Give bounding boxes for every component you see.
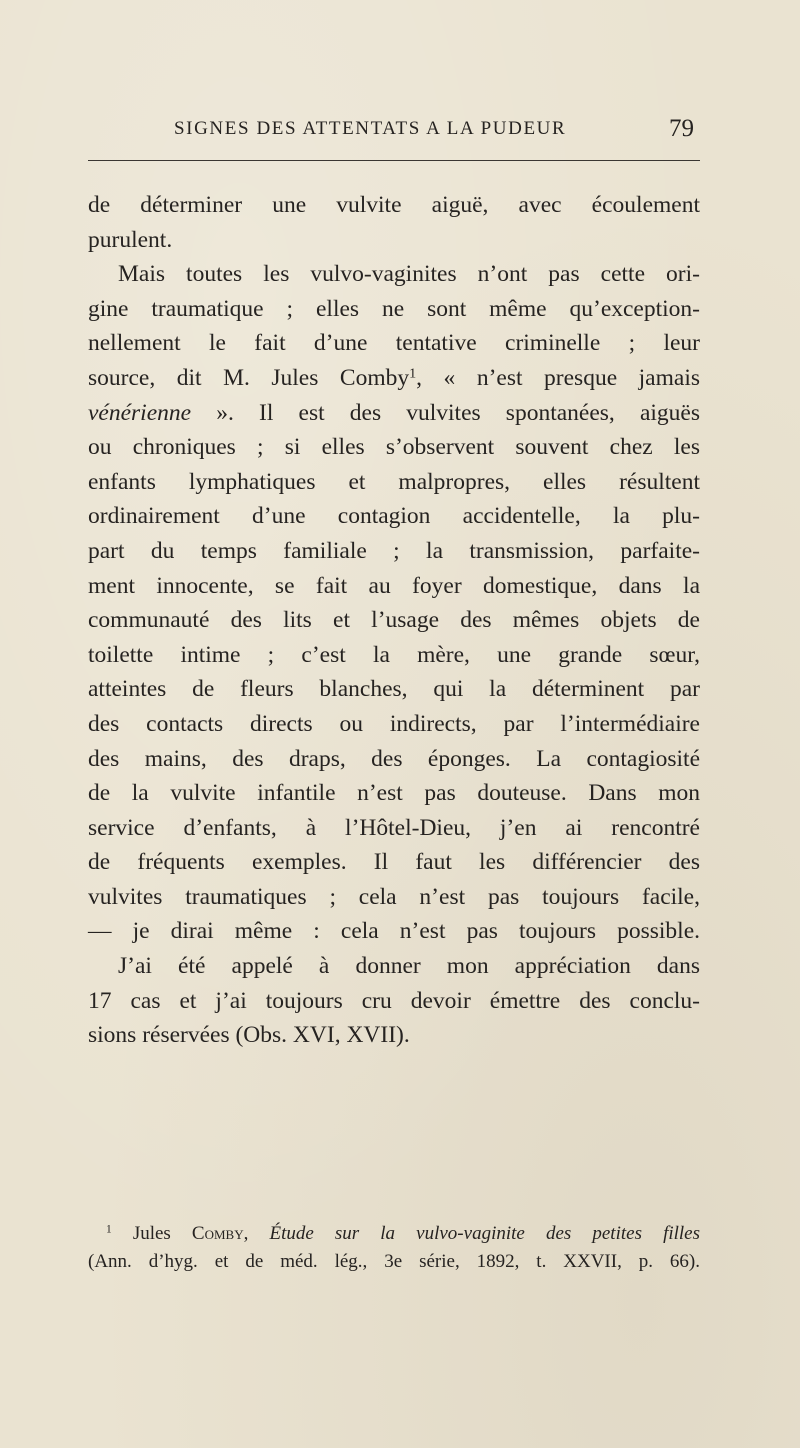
text-line: sions réservées (Obs. XVI, XVII). [88,1022,410,1049]
footnote-line: $^1$ Jules Comby, Étude sur la vulvo-vaginite des petites filles [106,1223,701,1244]
text-line: de fréquents exemples. Il faut les différencier des [88,849,700,876]
text-line: service d’enfants, à l’Hôtel-Dieu, j’en ai rencontré [88,814,700,841]
text-segment: , « n’est presque jamais [416,364,700,391]
text-line: des mains, des draps, des éponges. La contagiosité [88,745,700,772]
text-line: vulvites traumatiques ; cela n’est pas toujours facile, [88,883,700,910]
text-line: 17 cas et j’ai toujours cru devoir émettre des conclu- [88,987,700,1014]
text-line: part du temps familiale ; la transmission, parfaite- [88,537,700,564]
running-head [88,115,700,148]
footnote-reference: 1 [409,365,417,382]
body-text [88,188,700,1053]
text-line [88,361,700,396]
footnote-line: (Ann. d’hyg. et de méd. lég., 3e série, 1892, t. XXVII, p. 66). [88,1251,700,1272]
text-line: ou chroniques ; si elles s’observent souvent chez les [88,434,700,461]
text-line: — je dirai même : cela n’est pas toujours possible. [88,918,700,945]
text-line: de déterminer une vulvite aiguë, avec écoulement [88,192,700,218]
footnote-author-last: Comby [191,1223,244,1244]
text-line: ordinairement d’une contagion accidentelle, la plu- [88,503,700,530]
header-rule [88,160,700,161]
running-title: SIGNES DES ATTENTATS A LA PUDEUR [174,118,567,139]
text-line: J’ai été appelé à donner mon appréciation dans [118,953,700,980]
text-line: communauté des lits et l’usage des mêmes objets de [88,607,700,634]
text-line: nellement le fait d’une tentative criminelle ; leur [88,330,700,357]
footnote-title: Étude sur la vulvo-vaginite des petites filles [269,1223,701,1244]
text-segment: ». Il est des vulvites spontanées, aiguës [191,399,700,426]
footnote-marker: 1 [106,1223,112,1236]
text-line: atteintes de fleurs blanches, qui la déterminent par [88,676,700,703]
text-line: enfants lymphatiques et malpropres, elles résultent [88,468,700,495]
text-line: ment innocente, se fait au foyer domestique, dans la [88,572,700,599]
text-line: Mais toutes les vulvo-vaginites n’ont pas cette ori- [118,261,700,288]
text-line: purulent. [88,226,173,253]
text-line: gine traumatique ; elles ne sont même qu’exception- [88,295,700,322]
text-segment: source, dit M. Jules Comby [88,364,410,391]
text-line [88,396,700,431]
text-line: des contacts directs ou indirects, par l’intermédiaire [88,710,700,737]
text-line: de la vulvite infantile n’est pas douteuse. Dans mon [88,780,700,807]
page-number: 79 [669,115,694,142]
footnote-author-first: Jules [132,1223,171,1244]
italic-word: vénérienne [88,399,192,426]
text-line: toilette intime ; c’est la mère, une grande sœur, [88,641,700,668]
footnote [88,1220,700,1276]
